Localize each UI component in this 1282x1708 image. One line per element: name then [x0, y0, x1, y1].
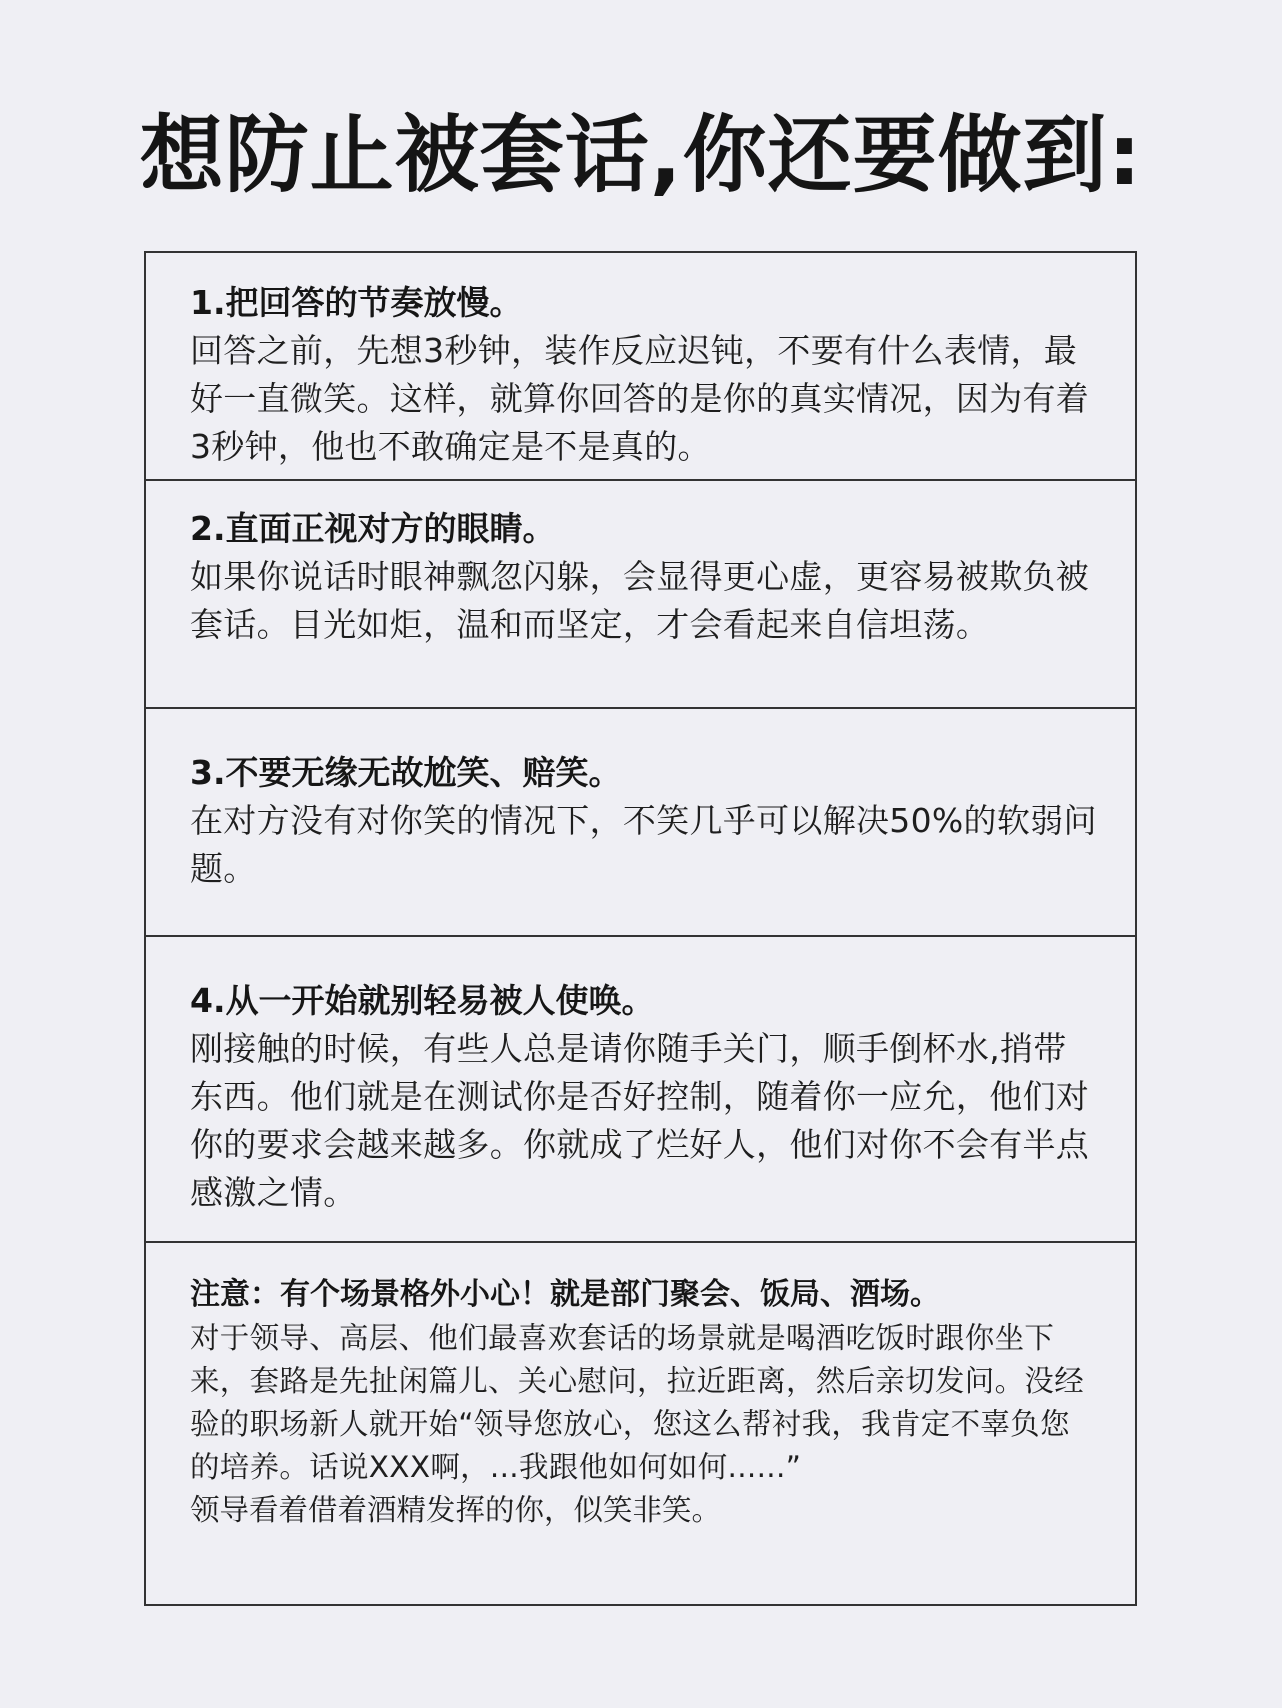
warning-closing: 领导看着借着酒精发挥的你，似笑非笑。 [190, 1493, 722, 1527]
tip-title-1: 1.把回答的节奏放慢。 [190, 283, 523, 322]
tip-title-2: 2.直面正视对方的眼睛。 [190, 509, 556, 548]
warning-title: 注意：有个场景格外小心！就是部门聚会、饭局、酒场。 [190, 1277, 940, 1312]
tip-title-3: 3.不要无缘无故尬笑、赔笑。 [190, 753, 622, 792]
tip-body-3: 在对方没有对你笑的情况下，不笑几乎可以解决50%的软弱问题。 [190, 801, 1097, 888]
tip-section-2 [146, 481, 1135, 709]
tip-title-4: 4.从一开始就别轻易被人使唤。 [190, 981, 655, 1020]
tip-body-4: 刚接触的时候，有些人总是请你随手关门，顺手倒杯水,捎带东西。他们就是在测试你是否好控制，随着你一应允，他们对你的要求会越来越多。你就成了烂好人，他们对你不会有半点感激之情。 [190, 1029, 1090, 1212]
tip-body-1: 回答之前，先想3秒钟，装作反应迟钝，不要有什么表情，最好一直微笑。这样，就算你回答的是你的真实情况，因为有着3秒钟，他也不敢确定是不是真的。 [190, 331, 1090, 466]
warning-body: 对于领导、高层、他们最喜欢套话的场景就是喝酒吃饭时跟你坐下来，套路是先扯闲篇儿、关心慰问，拉近距离，然后亲切发问。没经验的职场新人就开始“领导您放心，您这么帮衬我，我肯定不辜负您的培养。话说XXX啊，...我跟他如何如何......” [190, 1321, 1085, 1484]
tip-section-4 [146, 937, 1135, 1243]
tip-section-3 [146, 709, 1135, 937]
tips-card [144, 251, 1137, 1606]
tip-body-2: 如果你说话时眼神飘忽闪躲，会显得更心虚，更容易被欺负被套话。目光如炬，温和而坚定，才会看起来自信坦荡。 [190, 557, 1090, 644]
tip-section-1 [146, 253, 1135, 481]
warning-section [146, 1243, 1135, 1604]
page-title: 想防止被套话,你还要做到: [139, 106, 1143, 204]
